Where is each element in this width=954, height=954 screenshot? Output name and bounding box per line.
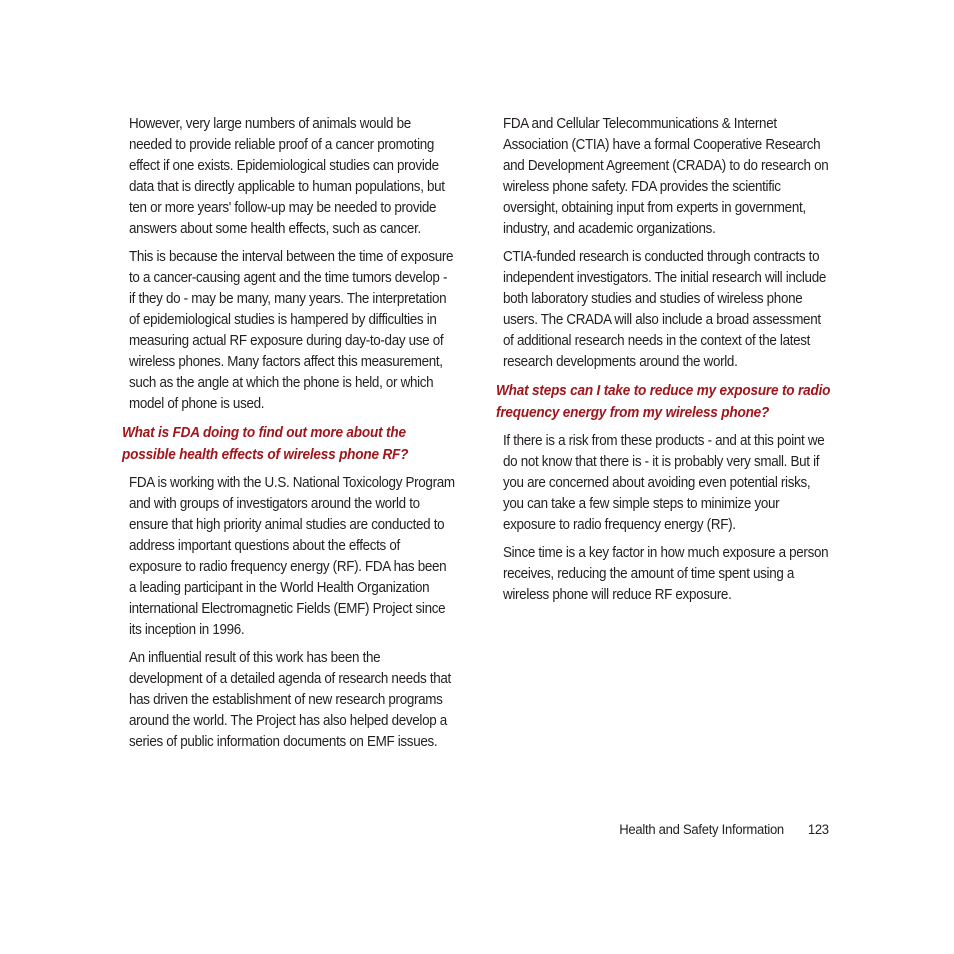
paragraph-fda-ctia-crada: FDA and Cellular Telecommunications & Internet Association (CTIA) have a formal Cooperative Research and Development Agreement (CRADA) to do research on wireless phone safety. FDA provides the scientific oversight, obtaining input from experts in government, industry, and academic organizations. [503, 116, 829, 237]
paragraph-animal-studies: However, very large numbers of animals would be needed to provide reliable proof of a cancer promoting effect if one exists. Epidemiological studies can provide data that is directly applicable to human populations, but ten or more years' follow-up may be needed to provide answers about some health effects, such as cancer. [129, 116, 445, 237]
section-heading-fda-research: What is FDA doing to find out more about the possible health effects of wireless phone RF? [122, 425, 409, 463]
paragraph-influential-result: An influential result of this work has been the development of a detailed agenda of research needs that has driven the establishment of new research programs around the world. The Project has also helped develop a series of public information documents on EMF issues. [129, 650, 451, 750]
paragraph-risk-small: If there is a risk from these products - and at this point we do not know that there is - it is probably very small. But if you are concerned about avoiding even potential risks, you can take a few simple steps to minimize your exposure to radio frequency energy (RF). [503, 433, 825, 533]
paragraph-fda-ntp: FDA is working with the U.S. National Toxicology Program and with groups of investigators around the world to ensure that high priority animal studies are conducted to address important questions about the effects of exposure to radio frequency energy (RF). FDA has been a leading participant in the World Health Organization international Electromagnetic Fields (EMF) Project since its inception in 1996. [129, 475, 455, 638]
footer-section-title: Health and Safety Information [619, 822, 785, 838]
page-number: 123 [808, 822, 829, 838]
paragraph-ctia-funded-research: CTIA-funded research is conducted through contracts to independent investigators. The initial research will include both laboratory studies and studies of wireless phone users. The CRADA will also include a broad assessment of additional research needs in the context of the latest research developments around the world. [503, 249, 827, 370]
paragraph-epidemiological-interval: This is because the interval between the time of exposure to a cancer-causing agent and the time tumors develop - if they do - may be many, many years. The interpretation of epidemiological studies is hampered by difficulties in measuring actual RF exposure during day-to-day use of wireless phones. Many factors affect this measurement, such as the angle at which the phone is held, or which model of phone is used. [129, 249, 454, 412]
right-column [496, 114, 836, 613]
section-heading-reduce-exposure: What steps can I take to reduce my exposure to radio frequency energy from my wireless phone? [496, 383, 831, 421]
page-footer [619, 820, 829, 840]
paragraph-time-factor: Since time is a key factor in how much exposure a person receives, reducing the amount of time spent using a wireless phone will reduce RF exposure. [503, 545, 829, 603]
left-column [122, 114, 462, 760]
